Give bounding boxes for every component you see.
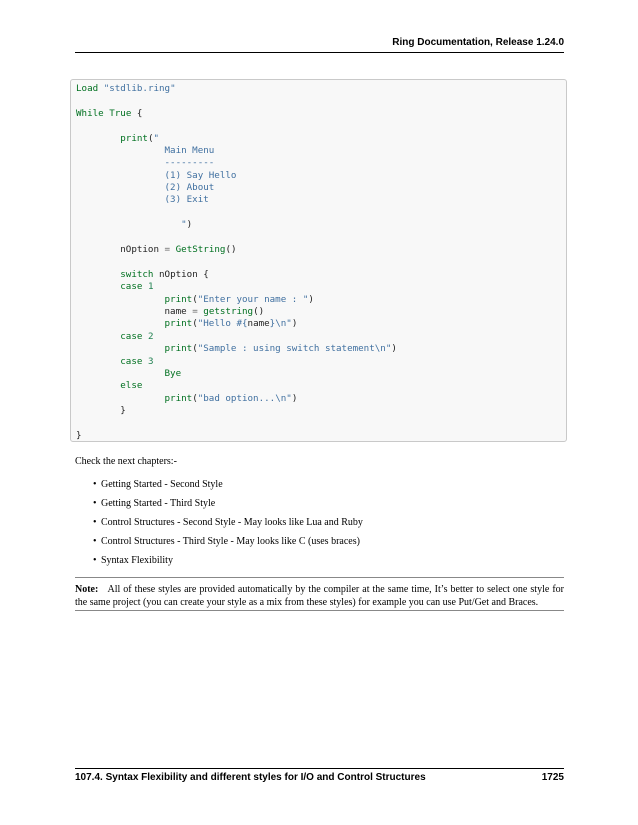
chapter-list	[93, 478, 363, 573]
code-line-14	[76, 306, 264, 318]
list-item	[93, 497, 363, 516]
code-line-7	[76, 182, 214, 194]
page-number: 1725	[541, 772, 564, 783]
bullet-icon: •	[93, 498, 97, 509]
code-keyword: else	[120, 380, 143, 391]
list-item	[93, 535, 363, 554]
page-header: Ring Documentation, Release 1.24.0	[392, 37, 564, 48]
code-number: 2	[147, 331, 154, 342]
code-keyword: print	[120, 133, 148, 144]
bullet-icon: •	[93, 555, 97, 566]
code-line-20	[76, 380, 142, 392]
code-line-22	[76, 405, 126, 417]
code-escape: \n	[374, 343, 386, 354]
code-keyword: Load	[76, 83, 99, 94]
code-line-11	[76, 269, 209, 281]
code-keyword: print	[164, 343, 193, 354]
list-item-text: Control Structures - Third Style - May looks like C (uses braces)	[101, 536, 360, 547]
code-paren: )	[291, 393, 298, 404]
code-number: 1	[147, 281, 154, 292]
code-string: "stdlib.ring"	[103, 83, 176, 94]
code-paren: )	[186, 219, 193, 230]
intro-paragraph: Check the next chapters:-	[75, 456, 177, 467]
code-paren: (	[147, 133, 154, 144]
code-line-3	[76, 133, 159, 145]
code-line-2	[76, 108, 142, 120]
note-text: All of these styles are provided automatically by the compiler at the same time, It’s better to select one style for the same project (you can create your style as a mix from these styles) for example you can use Put/Get and Braces.	[75, 584, 565, 608]
code-line-1	[76, 83, 176, 95]
note-box	[75, 583, 564, 609]
code-escape: \n	[275, 318, 287, 329]
code-line-5	[76, 157, 214, 169]
list-item-text: Syntax Flexibility	[101, 555, 173, 566]
code-keyword: switch	[120, 269, 154, 280]
code-brace: {	[136, 108, 143, 119]
code-line-19	[76, 368, 181, 380]
code-number: 3	[147, 356, 154, 367]
code-line-18	[76, 356, 154, 368]
list-item-text: Control Structures - Second Style - May looks like Lua and Ruby	[101, 517, 363, 528]
list-item	[93, 554, 363, 573]
code-line-23	[76, 430, 82, 442]
list-item	[93, 516, 363, 535]
code-paren: (	[192, 294, 198, 305]
code-keyword: print	[164, 393, 193, 404]
code-string: "Enter your name : "	[197, 294, 309, 305]
code-block	[70, 79, 567, 442]
code-keyword: case	[120, 356, 143, 367]
code-keyword: print	[164, 294, 193, 305]
note-rule-bottom	[75, 610, 564, 611]
code-string: "	[153, 133, 160, 144]
code-operator: =	[164, 244, 171, 255]
list-item-text: Getting Started - Second Style	[101, 479, 223, 490]
code-constant: True	[109, 108, 132, 119]
code-operator: =	[192, 306, 198, 317]
code-line-17	[76, 343, 397, 355]
code-string: "Hello #{	[197, 318, 248, 329]
footer-rule	[75, 768, 564, 769]
code-text: nOption {	[159, 269, 209, 280]
code-escape: \n	[275, 393, 287, 404]
code-string: ---------	[164, 157, 215, 168]
note-label: Note:	[75, 584, 99, 595]
code-string: "	[286, 318, 292, 329]
code-paren: ()	[225, 244, 237, 255]
code-line-13	[76, 294, 314, 306]
code-variable: name	[164, 306, 187, 317]
note-rule-top	[75, 577, 564, 578]
code-paren: )	[308, 294, 314, 305]
code-function: getstring	[203, 306, 254, 317]
code-paren: )	[391, 343, 397, 354]
code-line-9	[76, 219, 192, 231]
code-string: (3) Exit	[164, 194, 209, 205]
code-string: Main Menu	[164, 145, 215, 156]
code-keyword: case	[120, 331, 143, 342]
code-line-16	[76, 331, 154, 343]
code-brace: }	[76, 430, 82, 441]
code-line-10	[76, 244, 237, 256]
header-rule	[75, 52, 564, 53]
code-function: GetString	[175, 244, 226, 255]
code-line-6	[76, 170, 236, 182]
code-keyword: Bye	[164, 368, 182, 379]
code-paren: ()	[253, 306, 265, 317]
code-keyword: print	[164, 318, 193, 329]
code-line-21	[76, 393, 297, 405]
code-paren: )	[291, 318, 298, 329]
code-line-12	[76, 281, 154, 293]
code-brace: }	[120, 405, 126, 416]
code-paren: (	[192, 318, 198, 329]
code-variable: name	[247, 318, 270, 329]
code-keyword: case	[120, 281, 143, 292]
code-line-4	[76, 145, 214, 157]
code-string: "	[385, 343, 392, 354]
code-string: (2) About	[164, 182, 215, 193]
bullet-icon: •	[93, 479, 97, 490]
code-line-8	[76, 194, 209, 206]
list-item-text: Getting Started - Third Style	[101, 498, 216, 509]
code-string: "	[181, 219, 187, 230]
code-line-15	[76, 318, 297, 330]
footer-section-title: 107.4. Syntax Flexibility and different styles for I/O and Control Structures	[75, 772, 426, 783]
code-paren: (	[192, 393, 198, 404]
bullet-icon: •	[93, 517, 97, 528]
list-item	[93, 478, 363, 497]
code-keyword: While	[76, 108, 104, 119]
code-string: (1) Say Hello	[164, 170, 237, 181]
code-string: }	[269, 318, 276, 329]
code-paren: (	[192, 343, 198, 354]
code-string: "Sample : using switch statement	[197, 343, 375, 354]
code-string: "	[286, 393, 292, 404]
code-string: "bad option...	[197, 393, 276, 404]
code-variable: nOption	[120, 244, 159, 255]
bullet-icon: •	[93, 536, 97, 547]
